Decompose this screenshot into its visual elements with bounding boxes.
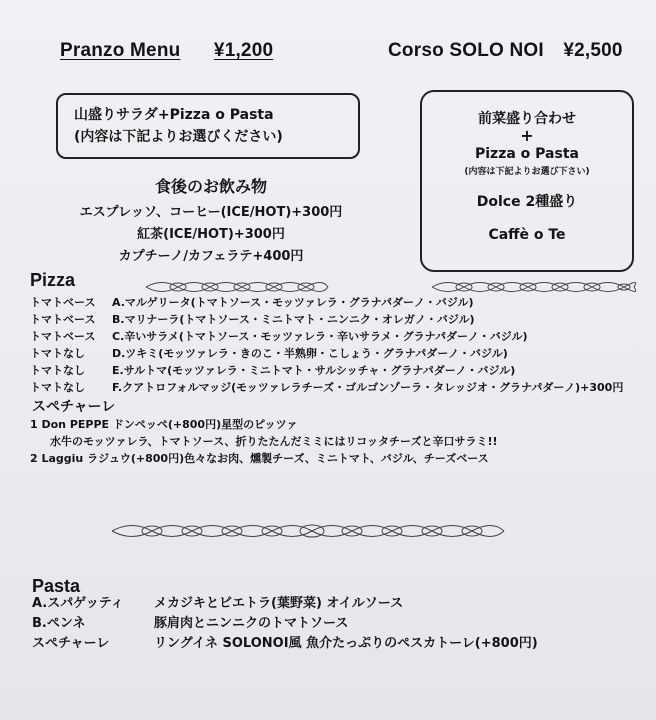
speciale-list (30, 416, 650, 467)
pasta-label: A.スパゲッティ (32, 596, 124, 611)
corso-header (388, 40, 623, 62)
pizza-base: トマトベース (30, 313, 96, 326)
speciale-item: 2 Laggiu ラジュウ(+800円)色々なお肉、燻製チーズ、ミニトマト、バジル、チーズベース (30, 452, 489, 465)
pranzo-box-line2: (内容は下記よりお選びください) (74, 129, 283, 145)
ornament-divider-icon (108, 520, 508, 542)
pasta-desc: リングイネ SOLONOI風 魚介たっぷりのペスカトーレ(+800円) (154, 636, 538, 651)
drinks-title: 食後のお飲み物 (154, 177, 267, 196)
list-item (30, 362, 650, 379)
corso-box-plus: + (520, 126, 534, 145)
list-item (30, 294, 650, 311)
pranzo-header (60, 40, 273, 62)
pizza-list (30, 294, 650, 396)
pizza-name: E.サルトマ(モッツァレラ・ミニトマト・サルシッチャ・グラナパダーノ・バジル) (112, 364, 516, 377)
pizza-base: トマトベース (30, 296, 96, 309)
list-item (30, 345, 650, 362)
pranzo-box-line1: 山盛りサラダ+Pizza o Pasta (74, 107, 274, 123)
pasta-title: Pasta (32, 576, 81, 596)
speciale-item-desc: 水牛のモッツァレラ、トマトソース、折りたたんだミミにはリコッタチーズと辛口サラミ!! (50, 435, 498, 448)
drink-item: 紅茶(ICE/HOT)+300円 (137, 227, 285, 242)
pasta-list (32, 594, 652, 654)
corso-box (420, 90, 634, 272)
pasta-label: スペチャーレ (32, 636, 110, 651)
pizza-base: トマトなし (30, 347, 85, 360)
pasta-label: B.ペンネ (32, 616, 86, 631)
corso-box-line1: 前菜盛り合わせ (478, 111, 576, 127)
corso-box-line4: (内容は下記よりお選び下さい) (464, 167, 590, 177)
pizza-name: C.辛いサラメ(トマトソース・モッツァレラ・辛いサラメ・グラナパダーノ・バジル) (112, 330, 528, 343)
pizza-base: トマトなし (30, 381, 85, 394)
pizza-name: D.ツキミ(モッツァレラ・きのこ・半熟卵・こしょう・グラナパダーノ・バジル) (112, 347, 508, 360)
corso-title: Corso SOLO NOI (388, 40, 544, 61)
pizza-name: A.マルゲリータ(トマトソース・モッツァレラ・グラナパダーノ・バジル) (112, 296, 474, 309)
drinks-section (56, 176, 366, 268)
list-item (30, 311, 650, 328)
pizza-base: トマトベース (30, 330, 96, 343)
pizza-title: Pizza (30, 270, 76, 290)
list-item (30, 379, 650, 396)
drink-item: カプチーノ/カフェラテ+400円 (118, 249, 304, 264)
corso-box-line6: Caffè o Te (488, 227, 566, 243)
corso-price: ¥2,500 (563, 40, 623, 61)
corso-box-line3: Pizza o Pasta (475, 146, 579, 162)
speciale-item: 1 Don PEPPE ドンペッペ(+800円)星型のピッツァ (30, 418, 298, 431)
list-item (32, 634, 652, 654)
list-item (30, 328, 650, 345)
list-item (32, 594, 652, 614)
speciale-title: スペチャーレ (32, 399, 116, 415)
pizza-base: トマトなし (30, 364, 85, 377)
list-item (32, 614, 652, 634)
pizza-name: B.マリナーラ(トマトソース・ミニトマト・ニンニク・オレガノ・バジル) (112, 313, 475, 326)
pranzo-price: ¥1,200 (213, 40, 274, 61)
pranzo-title: Pranzo Menu (60, 40, 181, 61)
corso-box-line5: Dolce 2種盛り (476, 194, 578, 210)
pasta-desc: 豚肩肉とニンニクのトマトソース (154, 616, 349, 631)
pasta-desc: メカジキとビエトラ(葉野菜) オイルソース (154, 596, 404, 611)
drink-item: エスプレッソ、コーヒー(ICE/HOT)+300円 (79, 205, 343, 220)
pranzo-box (56, 93, 360, 159)
pizza-name: F.クアトロフォルマッジ(モッツァレラチーズ・ゴルゴンゾーラ・タレッジオ・グラナパダーノ)+300円 (112, 381, 624, 394)
